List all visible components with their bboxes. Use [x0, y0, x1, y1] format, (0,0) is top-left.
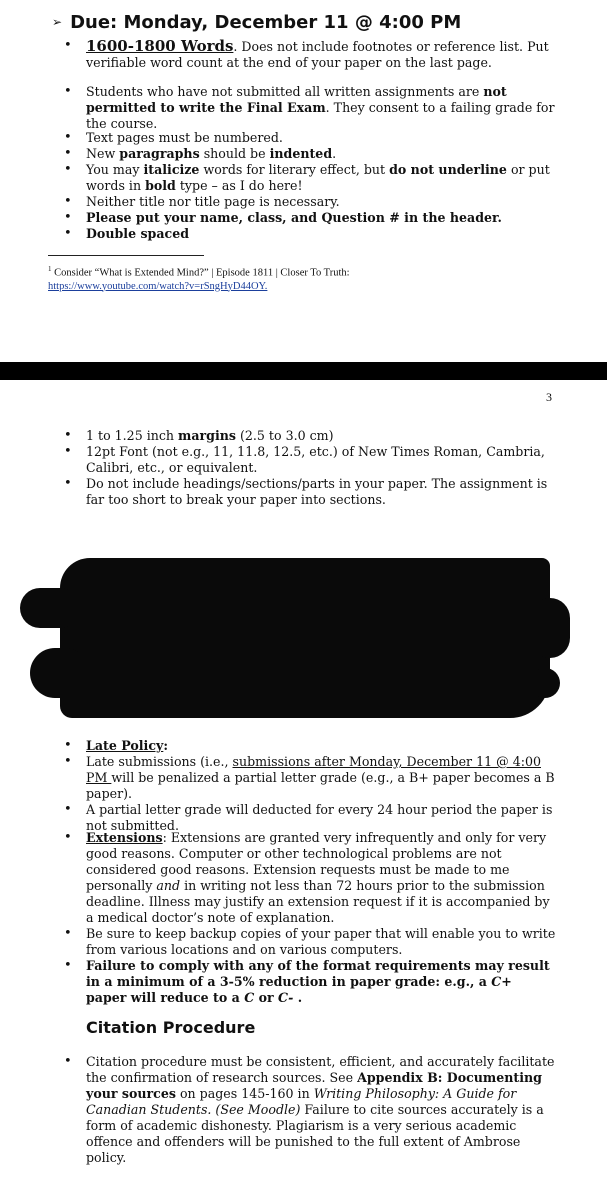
list-item: • New paragraphs should be indented.	[86, 146, 556, 162]
list-item: • 1 to 1.25 inch margins (2.5 to 3.0 cm)	[86, 428, 556, 444]
late-policy-list	[86, 738, 556, 834]
requirements-list-b	[86, 84, 556, 132]
failure-list	[86, 958, 556, 1006]
list-item: • Neither title nor title page is necessary.	[86, 194, 556, 210]
list-item: • Late submissions (i.e., submissions after Monday, December 11 @ 4:00 PM will be penalized a partial letter grade (e.g., a B+ paper becomes a B paper).	[86, 754, 556, 802]
footnote-divider	[48, 255, 204, 256]
list-item: • Do not include headings/sections/parts in your paper. The assignment is far too short to break your paper into sections.	[86, 476, 556, 508]
arrow-bullet-icon: ➢	[52, 15, 63, 29]
list-item: • Late Policy:	[86, 738, 556, 754]
requirements-list-a	[86, 38, 556, 71]
list-item: • Extensions: Extensions are granted very infrequently and only for very good reasons. Computer or other technological problems are not considered good reasons. Extension requests must be made to me personally and in writing not less than 72 hours prior to the submission deadline. Illness may justify an extension request if it is accompanied by a medical doctor’s note of explanation.	[86, 830, 556, 926]
format-list	[86, 428, 556, 508]
requirements-list-c	[86, 130, 556, 242]
list-item: • You may italicize words for literary effect, but do not underline or put words in bold type – as I do here!	[86, 162, 556, 194]
citation-list	[86, 1054, 556, 1166]
footnote-link[interactable]: https://www.youtube.com/watch?v=rSngHyD44OY.	[48, 280, 268, 292]
list-item: • 12pt Font (not e.g., 11, 11.8, 12.5, etc.) of New Times Roman, Cambria, Calibri, etc., or equivalent.	[86, 444, 556, 476]
page-number: 3	[546, 390, 552, 404]
list-item: • Be sure to keep backup copies of your paper that will enable you to write from various locations and on various computers.	[86, 926, 556, 958]
extensions-list	[86, 830, 556, 958]
page-divider	[0, 362, 607, 380]
list-item: • Text pages must be numbered.	[86, 130, 556, 146]
redacted-region	[60, 558, 550, 718]
list-item: • A partial letter grade will deducted for every 24 hour period the paper is not submitted.	[86, 802, 556, 834]
list-item: • Students who have not submitted all written assignments are not permitted to write the Final Exam. They consent to a failing grade for the course.	[86, 84, 556, 132]
list-item: • 1600-1800 Words. Does not include footnotes or reference list. Put verifiable word count at the end of your paper on the last page.	[86, 38, 556, 71]
document-page-1	[0, 0, 607, 362]
list-item: • Please put your name, class, and Question # in the header.	[86, 210, 556, 226]
list-item: • Citation procedure must be consistent, efficient, and accurately facilitate the confirmation of research sources. See Appendix B: Documenting your sources on pages 145-160 in Writing Philosophy: A Guide for Canadian Students. (See Moodle) Failure to cite sources accurately is a form of academic dishonesty. Plagiarism is a very serious academic offence and offenders will be punished to the full extent of Ambrose policy.	[86, 1054, 556, 1166]
list-item: • Double spaced	[86, 226, 556, 242]
list-item: • Failure to comply with any of the format requirements may result in a minimum of a 3-5% reduction in paper grade: e.g., a C+ paper will reduce to a C or C- .	[86, 958, 556, 1006]
citation-procedure-heading: Citation Procedure	[86, 1018, 256, 1037]
document-page-3	[0, 380, 607, 1200]
footnote: $^1$ Consider “What is Extended Mind?” | Episode 1811 | Closer To Truth: https://www.youtube.com/watch?v=rSngHyD44OY.	[48, 265, 350, 292]
due-date-heading: ➢ Due: Monday, December 11 @ 4:00 PM	[52, 12, 462, 33]
